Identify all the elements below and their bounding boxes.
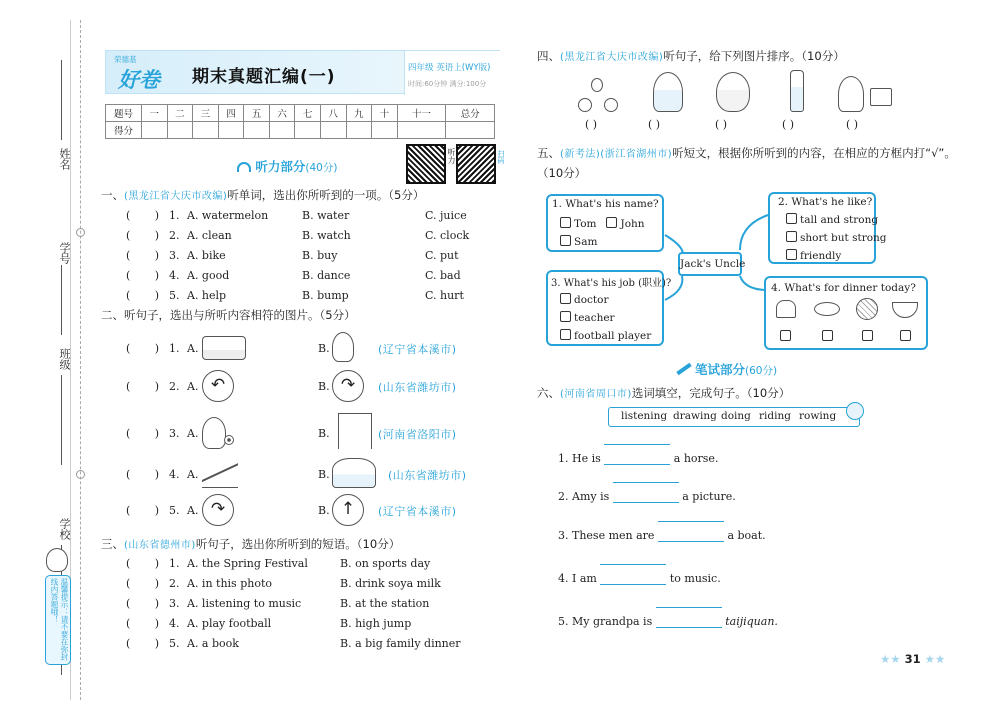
item-num: 5. (169, 289, 180, 302)
item-num: 2. (169, 577, 180, 590)
option-label: John (620, 218, 645, 230)
word-bank-item: rowing (799, 410, 837, 422)
list-item (0, 597, 500, 611)
word-bank-item: listening (621, 410, 668, 422)
sentence-start: He is (572, 452, 601, 465)
header-banner (105, 50, 500, 94)
option-a: A. (187, 342, 199, 355)
word-bank-item: drawing (673, 410, 717, 422)
sentence-end: a picture. (682, 490, 736, 503)
option-b: B. at the station (340, 597, 430, 610)
option-label: tall and strong (800, 214, 879, 226)
sentence-start: My grandpa is (572, 615, 653, 628)
grade-box (404, 51, 501, 95)
turn-right-sign-icon: ↷ (202, 494, 234, 526)
q3-source: (山东省德州市) (124, 540, 196, 551)
option-row (560, 235, 597, 248)
answer-paren[interactable]: ( ) (846, 118, 859, 131)
q3-heading (101, 536, 400, 552)
high-jump-picture (338, 413, 372, 449)
item-num: 2. (558, 490, 569, 503)
option-b: B. high jump (340, 617, 412, 630)
answer-paren[interactable]: ( ) (126, 557, 160, 570)
score-col: 八 (320, 105, 346, 122)
checkbox[interactable] (560, 329, 571, 340)
bread-icon (776, 300, 796, 318)
item-num: 4. (558, 572, 569, 585)
item-num: 4. (169, 617, 180, 630)
option-row (786, 231, 887, 244)
planet-icon (846, 402, 864, 420)
word-bank-item: doing (721, 410, 751, 422)
q4-num: 四、 (537, 49, 560, 63)
option-b: B. (318, 342, 330, 355)
answer-blank[interactable] (658, 530, 724, 542)
children-under-tree-picture (332, 458, 376, 488)
listening-heading (237, 157, 337, 175)
option-a: A. bike (187, 249, 226, 262)
answer-paren[interactable]: ( ) (126, 249, 160, 262)
time-label: 时间:60分钟 满分:100分 (408, 80, 487, 88)
list-item (0, 249, 500, 263)
water-bottle-picture (790, 70, 804, 112)
list-item (0, 269, 500, 283)
checkbox[interactable] (606, 217, 617, 228)
q4-instructions: 听句子，给下列图片排序。（10分） (663, 49, 845, 63)
turn-left-sign-icon: ↶ (202, 370, 234, 402)
item-source: (河南省洛阳市) (378, 428, 457, 441)
option-c: C. clock (425, 229, 470, 242)
list-item (558, 452, 718, 465)
option-a: A. (187, 427, 199, 440)
list-item (0, 209, 500, 223)
question-box-dinner (764, 276, 928, 350)
option-c: C. put (425, 249, 459, 262)
q5-source: (新考法)(浙江省湖州市) (560, 149, 673, 160)
list-item (0, 458, 500, 492)
boy-running-picture (332, 332, 354, 362)
score-col: 九 (346, 105, 372, 122)
item-num: 3. (169, 427, 180, 440)
list-item (0, 229, 500, 243)
score-col: 七 (295, 105, 321, 122)
option-label: Tom (574, 218, 597, 230)
score-col: 一 (142, 105, 168, 122)
doctor-woman-picture (653, 72, 683, 112)
people-at-table-picture (202, 336, 246, 360)
option-b: B. bump (302, 289, 349, 302)
sentence-start: Amy is (572, 490, 610, 503)
checkbox[interactable] (560, 311, 571, 322)
option-a: A. clean (187, 229, 232, 242)
star-icon: ★★ (880, 652, 901, 666)
list-item (558, 529, 766, 542)
checkbox[interactable] (560, 293, 571, 304)
answer-paren[interactable]: ( ) (648, 118, 661, 131)
option-a: A. good (187, 269, 230, 282)
box-question: 1. What's his name? (552, 198, 659, 210)
item-source: (辽宁省本溪市) (378, 505, 457, 518)
q5-num: 五、 (537, 146, 560, 160)
page-number: 31 (904, 652, 921, 666)
answer-paren[interactable]: ( ) (126, 597, 160, 610)
answer-paren[interactable]: ( ) (126, 209, 160, 222)
q4-answer-row (0, 118, 1000, 132)
checkbox[interactable] (560, 217, 571, 228)
list-item (0, 577, 500, 591)
answer-paren[interactable]: ( ) (126, 637, 160, 650)
page-title: 期末真题汇编(一) (192, 67, 336, 87)
answer-paren[interactable]: ( ) (126, 342, 160, 355)
item-source: (山东省潍坊市) (388, 469, 467, 482)
score-col: 十一 (397, 105, 446, 122)
option-b: B. watch (302, 229, 351, 242)
q4-heading (537, 48, 845, 64)
answer-paren[interactable]: ( ) (782, 118, 795, 131)
item-source: (山东省潍坊市) (378, 381, 457, 394)
checkbox[interactable] (900, 330, 911, 341)
q4-source: (黑龙江省大庆市改编) (560, 52, 664, 63)
list-item (558, 572, 721, 585)
option-row (786, 213, 878, 226)
option-row (786, 249, 841, 262)
item-num: 5. (558, 615, 569, 628)
item-num: 3. (169, 249, 180, 262)
list-item (0, 557, 500, 571)
q3-instructions: 听句子，选出你所听到的短语。（10分） (195, 537, 401, 551)
answer-paren[interactable]: ( ) (126, 229, 160, 242)
writing-points: (60分) (745, 365, 778, 377)
sentence-start: These men are (572, 529, 655, 542)
word-bank (608, 407, 860, 427)
option-row (560, 311, 615, 324)
option-label: football player (574, 330, 652, 342)
item-num: 1. (558, 452, 569, 465)
option-a: A. (187, 468, 199, 481)
star-icon: ★★ (924, 652, 946, 666)
answer-paren[interactable]: ( ) (126, 504, 160, 517)
question-box-personality (768, 192, 887, 264)
option-row (560, 329, 651, 342)
school-label: 学校 (58, 518, 71, 540)
list-item (0, 370, 500, 404)
answer-paren[interactable]: ( ) (126, 617, 160, 630)
option-c: C. hurt (425, 289, 464, 302)
listening-title: 听力部分 (255, 159, 306, 174)
answer-blank[interactable] (600, 573, 666, 585)
class-label: 班级 (58, 348, 71, 370)
sentence-end: taijiquan. (725, 615, 778, 628)
q6-source: (河南省周口市) (560, 389, 632, 400)
answer-paren[interactable]: ( ) (585, 118, 598, 131)
answer-blank[interactable] (656, 616, 722, 628)
option-b: B. buy (302, 249, 338, 262)
option-label: friendly (800, 250, 842, 262)
option-a: A. in this photo (187, 577, 272, 590)
score-col: 二 (167, 105, 193, 122)
checkbox[interactable] (862, 330, 873, 341)
brand-small: 荣德基 (114, 55, 137, 64)
answer-paren[interactable]: ( ) (126, 577, 160, 590)
option-label: doctor (574, 294, 609, 306)
question-box-job (546, 270, 672, 346)
checkbox[interactable] (560, 235, 571, 246)
option-label: Sam (574, 236, 598, 248)
checkbox[interactable] (786, 213, 797, 224)
q1-num: 一、 (101, 188, 124, 202)
list-item (0, 289, 500, 303)
option-label: short but strong (800, 232, 887, 244)
turn-right-sign-icon: ↷ (332, 370, 364, 402)
q2-instructions: 听句子，选出与所听内容相符的图片。（5分） (124, 308, 356, 322)
box-question: 2. What's he like? (778, 196, 873, 208)
name-label: 姓名 (58, 148, 71, 170)
score-col: 总分 (446, 105, 495, 122)
option-label: teacher (574, 312, 615, 324)
grade-label: 四年级 英语上(WY版) (408, 63, 491, 73)
option-b: B. (318, 468, 330, 481)
option-b: B. water (302, 209, 350, 222)
sentence-end: a boat. (727, 529, 766, 542)
q5-instructions: 听短文，根据你所听到的内容，在相应的方框内打“√”。（10分） (537, 146, 956, 180)
option-row (560, 293, 608, 306)
option-b: B. (318, 380, 330, 393)
sentence-end: a horse. (673, 452, 719, 465)
answer-blank[interactable] (613, 491, 679, 503)
option-a: A. a book (187, 637, 239, 650)
sentence-end: to music. (669, 572, 721, 585)
score-col: 六 (269, 105, 295, 122)
q1-heading (101, 187, 424, 203)
score-col: 十 (372, 105, 398, 122)
option-b: B. (318, 427, 330, 440)
boy-with-cap-picture (838, 76, 864, 112)
option-a: A. listening to music (187, 597, 302, 610)
list-item (0, 637, 500, 651)
list-item (0, 494, 500, 528)
tip-text: 温馨提示：请不要在弥封线内答题哦！ (50, 578, 69, 661)
answer-paren[interactable]: ( ) (126, 269, 160, 282)
answer-paren[interactable]: ( ) (126, 289, 160, 302)
box-question: 4. What's for dinner today? (771, 282, 916, 294)
item-num: 1. (169, 342, 180, 355)
vegetables-icon (856, 298, 878, 320)
center-node: Jack's Uncle (678, 252, 742, 276)
q1-instructions: 听单词，选出你所听到的一项。（5分） (227, 188, 425, 202)
q6-num: 六、 (537, 386, 560, 400)
item-source: (辽宁省本溪市) (378, 343, 457, 356)
item-num: 5. (169, 504, 180, 517)
qr-code-icon[interactable] (406, 144, 446, 184)
score-header-label: 题号 (106, 105, 142, 122)
radio-picture (870, 88, 892, 106)
go-straight-sign-icon: ↑ (332, 494, 364, 526)
option-a: A. play football (187, 617, 272, 630)
option-b: B. dance (302, 269, 351, 282)
list-item (0, 417, 500, 451)
option-row (560, 217, 645, 230)
score-col: 三 (193, 105, 219, 122)
brand-logo: 好卷 (118, 68, 160, 92)
option-a: A. (187, 380, 199, 393)
question-box-name (546, 194, 664, 252)
chicken-icon (814, 302, 840, 316)
option-c: C. bad (425, 269, 461, 282)
list-item (0, 617, 500, 631)
pencil-icon (676, 363, 691, 375)
option-b: B. on sports day (340, 557, 431, 570)
option-b: B. a big family dinner (340, 637, 461, 650)
qr-label-listen: 听力 (447, 148, 456, 164)
checkbox[interactable] (780, 330, 791, 341)
playground-slide-picture (202, 460, 238, 488)
q2-num: 二、 (101, 308, 124, 322)
item-num: 1. (169, 557, 180, 570)
boy-kicking-ball-picture (202, 417, 226, 449)
q6-heading (537, 385, 790, 401)
list-item (558, 615, 778, 628)
answer-blank[interactable] (604, 453, 670, 465)
score-value-label: 得分 (106, 122, 142, 139)
item-num: 2. (169, 229, 180, 242)
q3-num: 三、 (101, 537, 124, 551)
answer-paren[interactable]: ( ) (715, 118, 728, 131)
writing-heading (676, 360, 777, 378)
box-question: 3. What's his job (职业)? (551, 278, 672, 289)
id-label: 学号 (58, 242, 71, 264)
qr-label-scan: 扫码 (497, 150, 505, 164)
answer-paren[interactable]: ( ) (126, 468, 160, 481)
checkbox[interactable] (786, 249, 797, 260)
answer-paren[interactable]: ( ) (126, 380, 160, 393)
item-num: 5. (169, 637, 180, 650)
list-item (0, 332, 500, 366)
item-num: 2. (169, 380, 180, 393)
sentence-start: I am (572, 572, 597, 585)
option-a: A. watermelon (187, 209, 269, 222)
connector-line (740, 215, 768, 250)
listening-points: (40分) (305, 162, 338, 174)
q2-heading (101, 307, 356, 323)
option-b: B. drink soya milk (340, 577, 441, 590)
item-num: 3. (169, 597, 180, 610)
q5-heading (537, 144, 957, 183)
option-a: A. help (187, 289, 227, 302)
option-c: C. juice (425, 209, 467, 222)
word-bank-item: riding (759, 410, 791, 422)
score-col: 五 (244, 105, 270, 122)
q6-instructions: 选词填空，完成句子。（10分） (631, 386, 791, 400)
checkbox[interactable] (786, 231, 797, 242)
soup-bowl-icon (892, 302, 918, 318)
item-num: 4. (169, 269, 180, 282)
headphones-icon (237, 162, 251, 172)
page-number-row (880, 652, 945, 666)
option-b: B. (318, 504, 330, 517)
answer-paren[interactable]: ( ) (126, 427, 160, 440)
checkbox[interactable] (822, 330, 833, 341)
item-num: 4. (169, 468, 180, 481)
girl-riding-bike-picture (578, 78, 620, 112)
writing-title: 笔试部分 (695, 362, 746, 377)
qr-code-icon[interactable] (456, 144, 496, 184)
score-col: 四 (218, 105, 244, 122)
option-a: A. the Spring Festival (187, 557, 308, 570)
girl-in-dress-picture (716, 72, 750, 112)
option-a: A. (187, 504, 199, 517)
list-item (558, 490, 736, 503)
item-num: 1. (169, 209, 180, 222)
football-icon (224, 435, 234, 445)
item-num: 3. (558, 529, 569, 542)
q1-source: (黑龙江省大庆市改编) (124, 191, 228, 202)
